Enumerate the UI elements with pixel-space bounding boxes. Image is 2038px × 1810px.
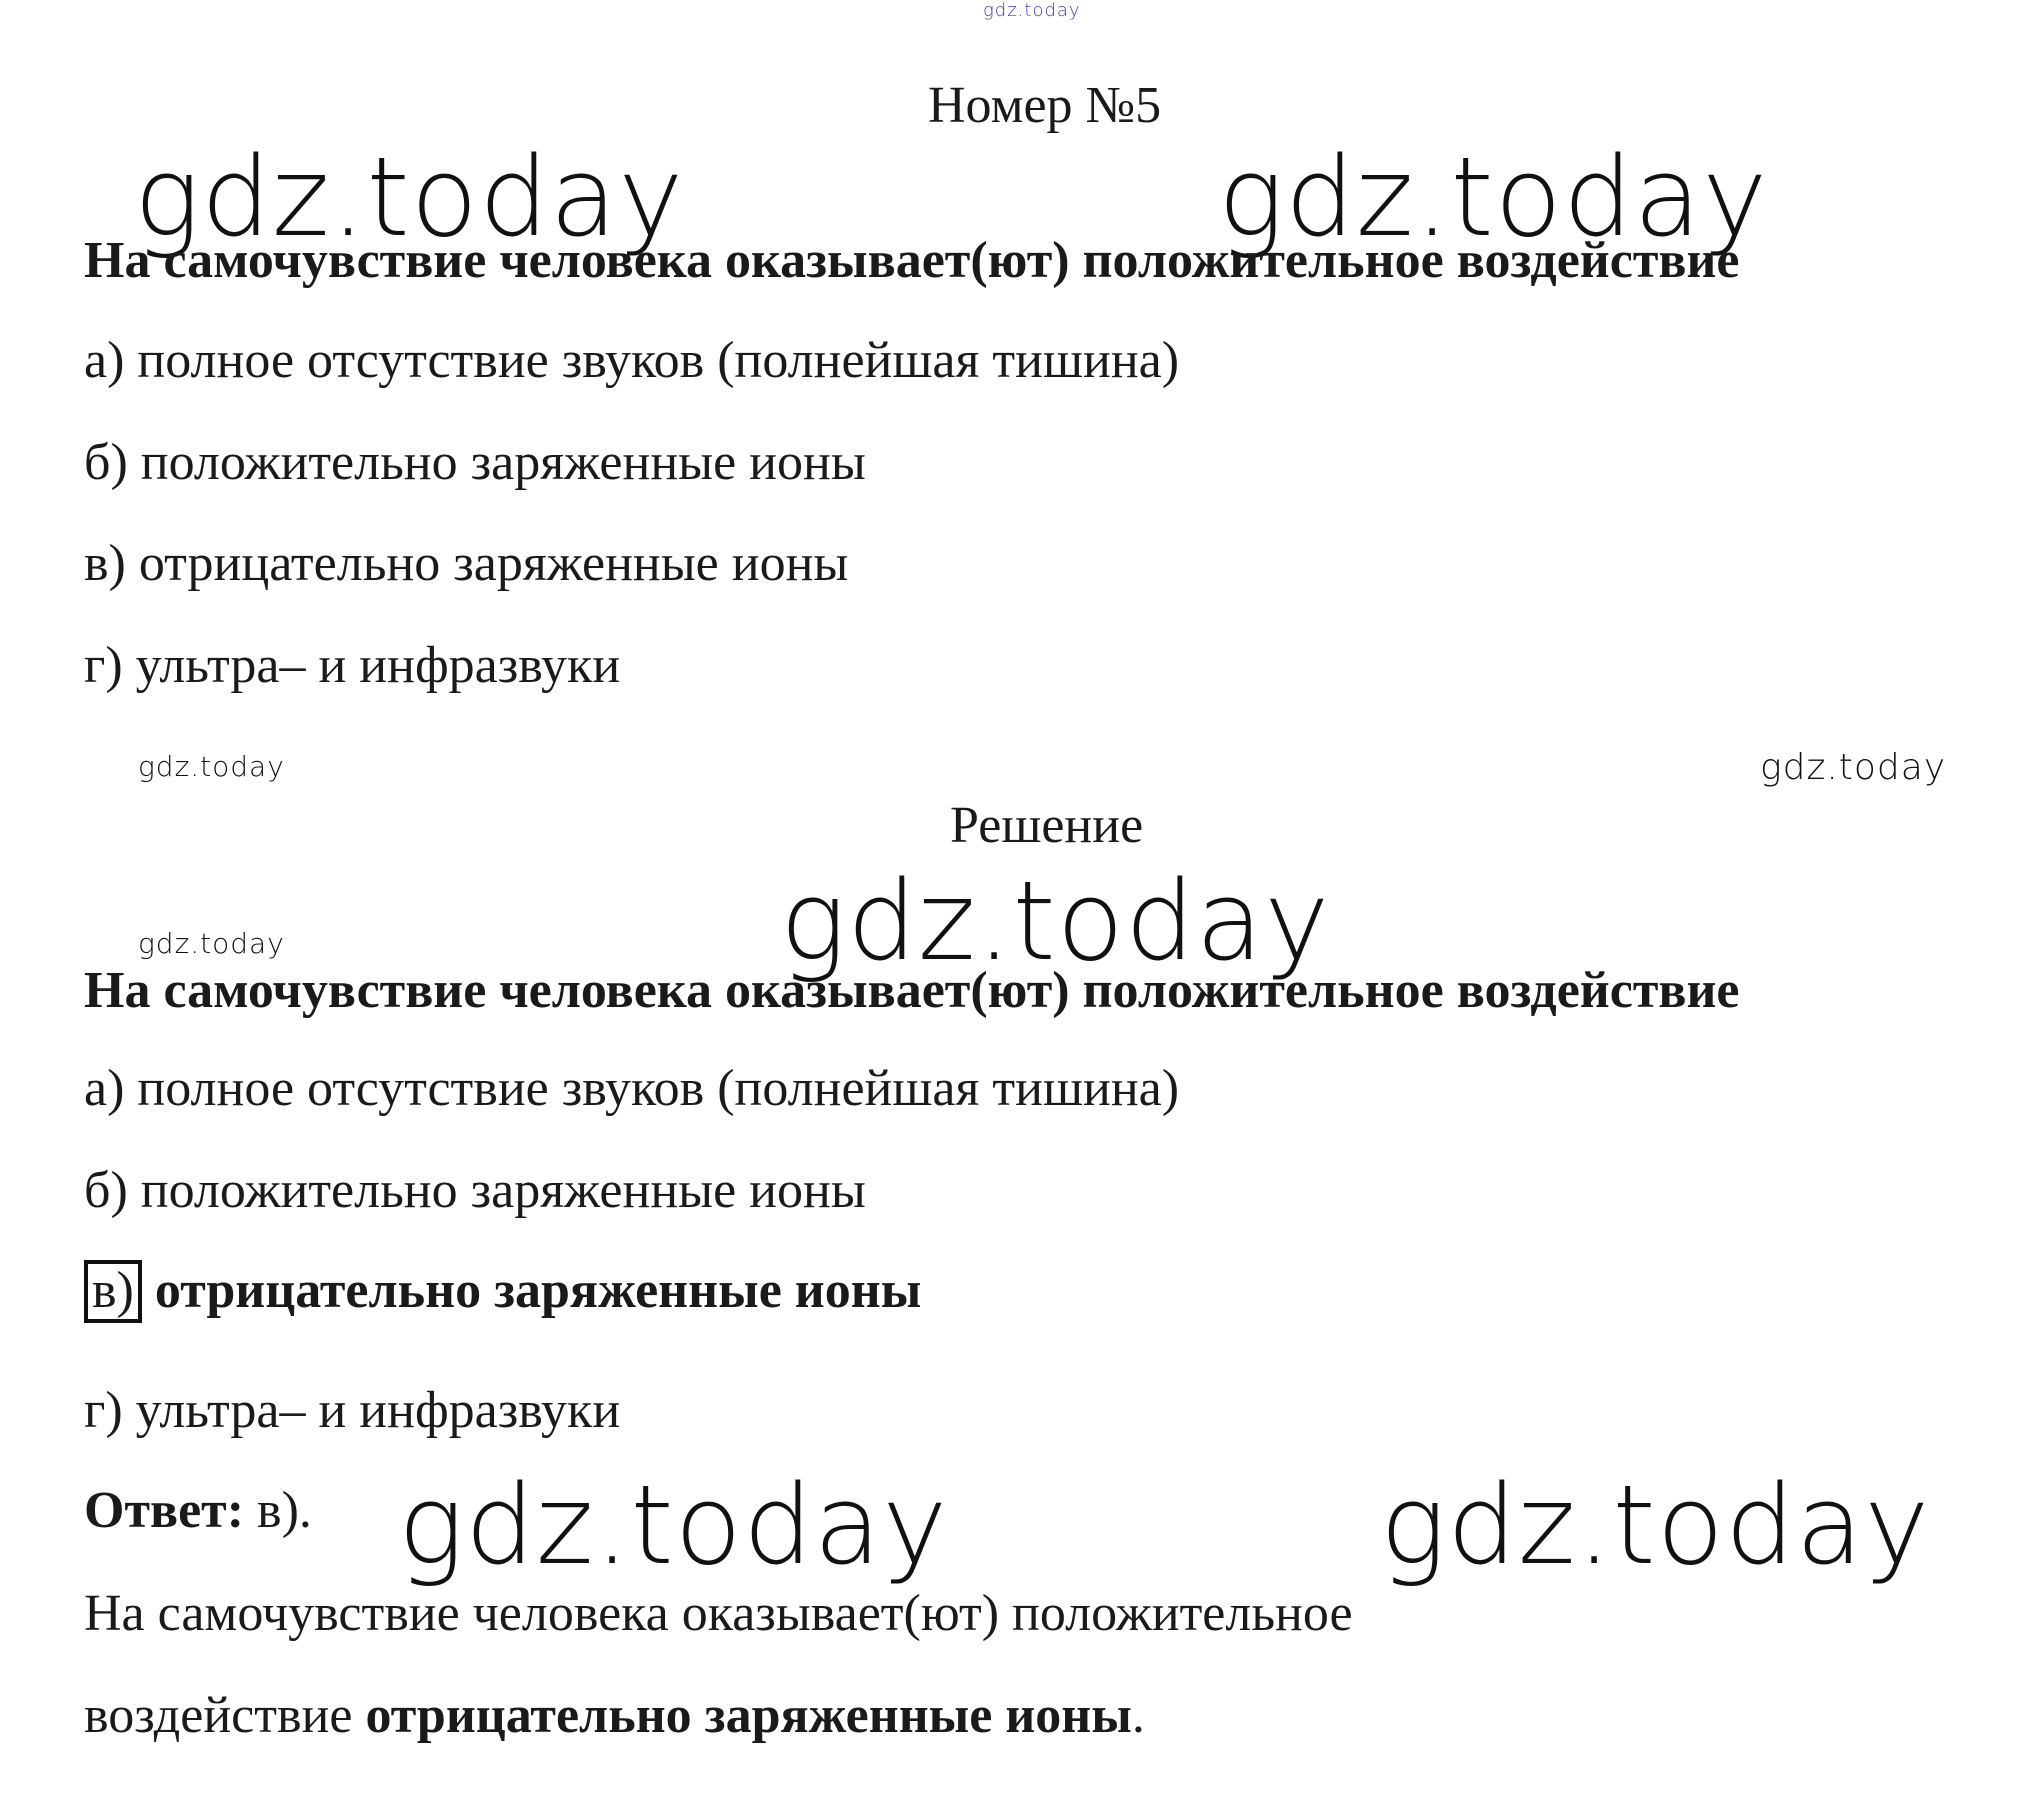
question-option-a: а) полное отсутствие звуков (полнейшая тишина) [84, 332, 1180, 389]
solution-heading: Решение [950, 797, 1144, 854]
answer-value: в). [257, 1482, 312, 1539]
watermark-small-1: gdz.today [138, 750, 285, 783]
question-option-v: в) отрицательно заряженные ионы [84, 535, 849, 592]
solution-option-a: а) полное отсутствие звуков (полнейшая тишина) [84, 1060, 1180, 1117]
watermark-small-3: gdz.today [138, 927, 285, 960]
solution-option-b: б) положительно заряженные ионы [84, 1162, 866, 1219]
answer-label: Ответ: [84, 1482, 245, 1539]
conclusion-answer: отрицательно заряженные ионы [365, 1687, 1132, 1744]
question-text: На самочувствие человека оказывает(ют) положительное воздействие [84, 232, 1740, 289]
page-title: Номер №5 [928, 77, 1162, 134]
watermark-top: gdz.today [983, 0, 1081, 21]
watermark-large-2: gdz.today [1218, 133, 1769, 261]
question-option-b: б) положительно заряженные ионы [84, 434, 866, 491]
solution-option-g: г) ультра– и инфразвуки [84, 1382, 621, 1439]
answer-line [84, 1482, 312, 1539]
conclusion-line-2 [84, 1687, 1145, 1744]
correct-answer-text: отрицательно заряженные ионы [154, 1262, 922, 1319]
watermark-large-5: gdz.today [1380, 1461, 1931, 1589]
watermark-large-3: gdz.today [780, 857, 1331, 985]
watermark-large-1: gdz.today [134, 133, 685, 261]
question-option-g: г) ультра– и инфразвуки [84, 637, 621, 694]
solution-option-v [84, 1260, 921, 1323]
correct-answer-marker: в) [84, 1260, 142, 1323]
conclusion-end: . [1131, 1687, 1145, 1744]
watermark-large-4: gdz.today [398, 1461, 949, 1589]
conclusion-line-1: На самочувствие человека оказывает(ют) положительное [84, 1585, 1353, 1642]
solution-question-text: На самочувствие человека оказывает(ют) положительное воздействие [84, 962, 1740, 1019]
conclusion-start: воздействие [84, 1687, 353, 1744]
watermark-small-2: gdz.today [1760, 747, 1947, 788]
